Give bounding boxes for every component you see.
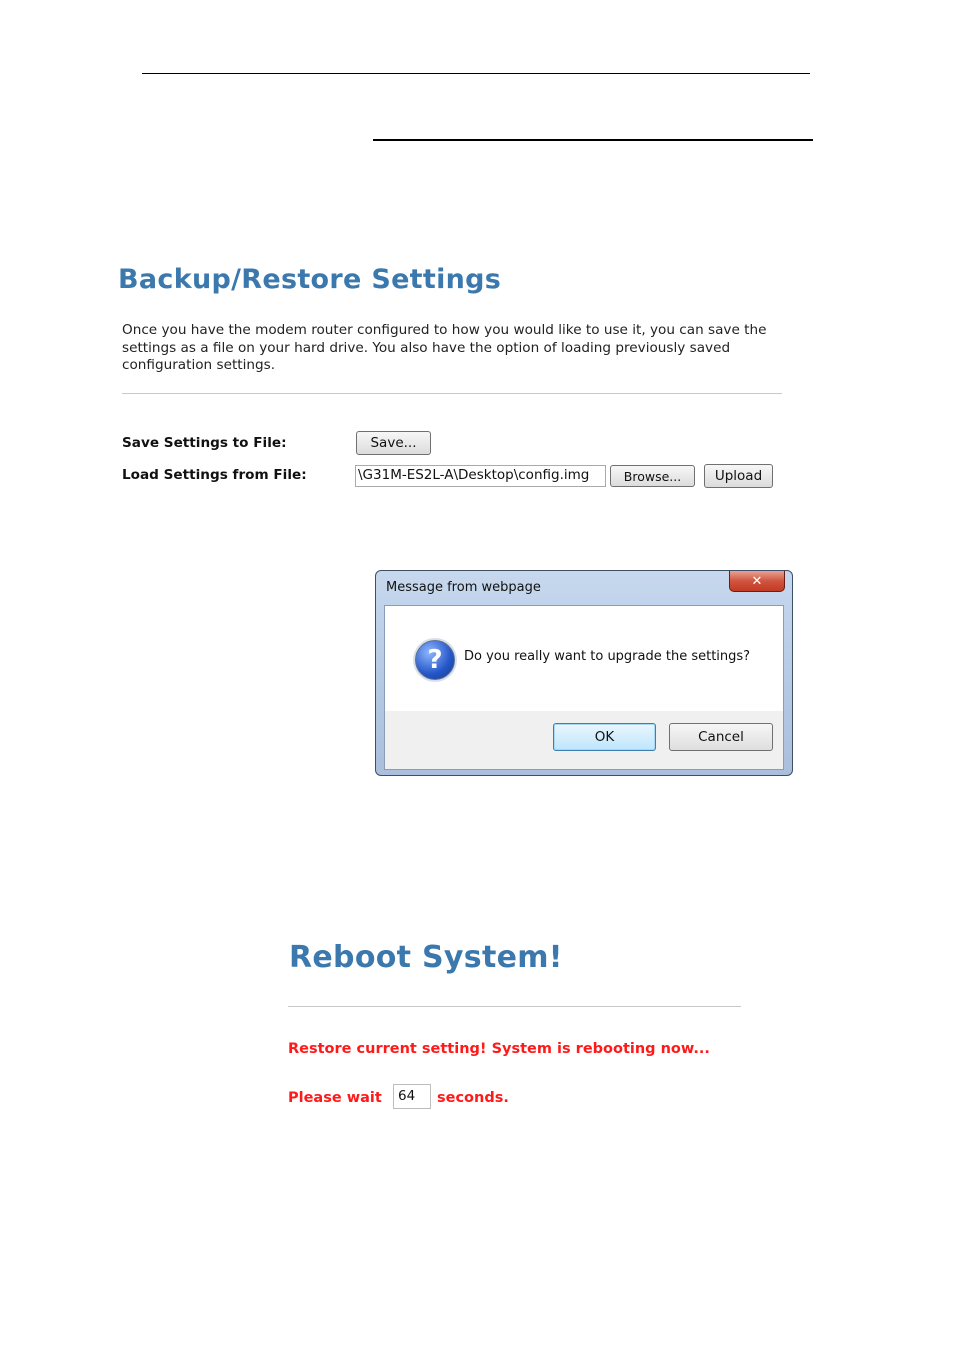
save-settings-label: Save Settings to File: [122,435,287,451]
ok-button[interactable]: OK [553,723,656,751]
dialog-title: Message from webpage [386,580,541,595]
divider [288,1006,741,1007]
divider [122,393,782,394]
question-icon: ? [415,640,455,680]
backup-restore-title: Backup/Restore Settings [118,264,502,295]
reboot-title: Reboot System! [289,940,563,975]
backup-description: Once you have the modem router configured to how you would like to use it, you can save the settings as a file on your hard drive. You also have the option of loading previously saved configuration settings. [122,322,767,373]
wait-prefix: Please wait [288,1090,382,1106]
browse-button[interactable]: Browse... [610,465,695,487]
top-rule [142,73,810,74]
countdown-field: 64 [393,1084,431,1109]
wait-suffix: seconds. [437,1090,509,1106]
load-settings-label: Load Settings from File: [122,467,307,483]
section-rule [373,139,813,141]
cancel-button[interactable]: Cancel [669,723,773,751]
dialog-body [384,605,784,770]
confirm-dialog [375,570,793,776]
file-path-input[interactable]: \G31M-ES2L-A\Desktop\config.img [355,465,606,487]
save-button[interactable]: Save... [356,431,431,455]
reboot-status-message: Restore current setting! System is rebooting now... [288,1041,710,1057]
close-icon[interactable]: ✕ [729,571,785,592]
dialog-message: Do you really want to upgrade the settings? [464,649,751,664]
upload-button[interactable]: Upload [704,464,773,488]
